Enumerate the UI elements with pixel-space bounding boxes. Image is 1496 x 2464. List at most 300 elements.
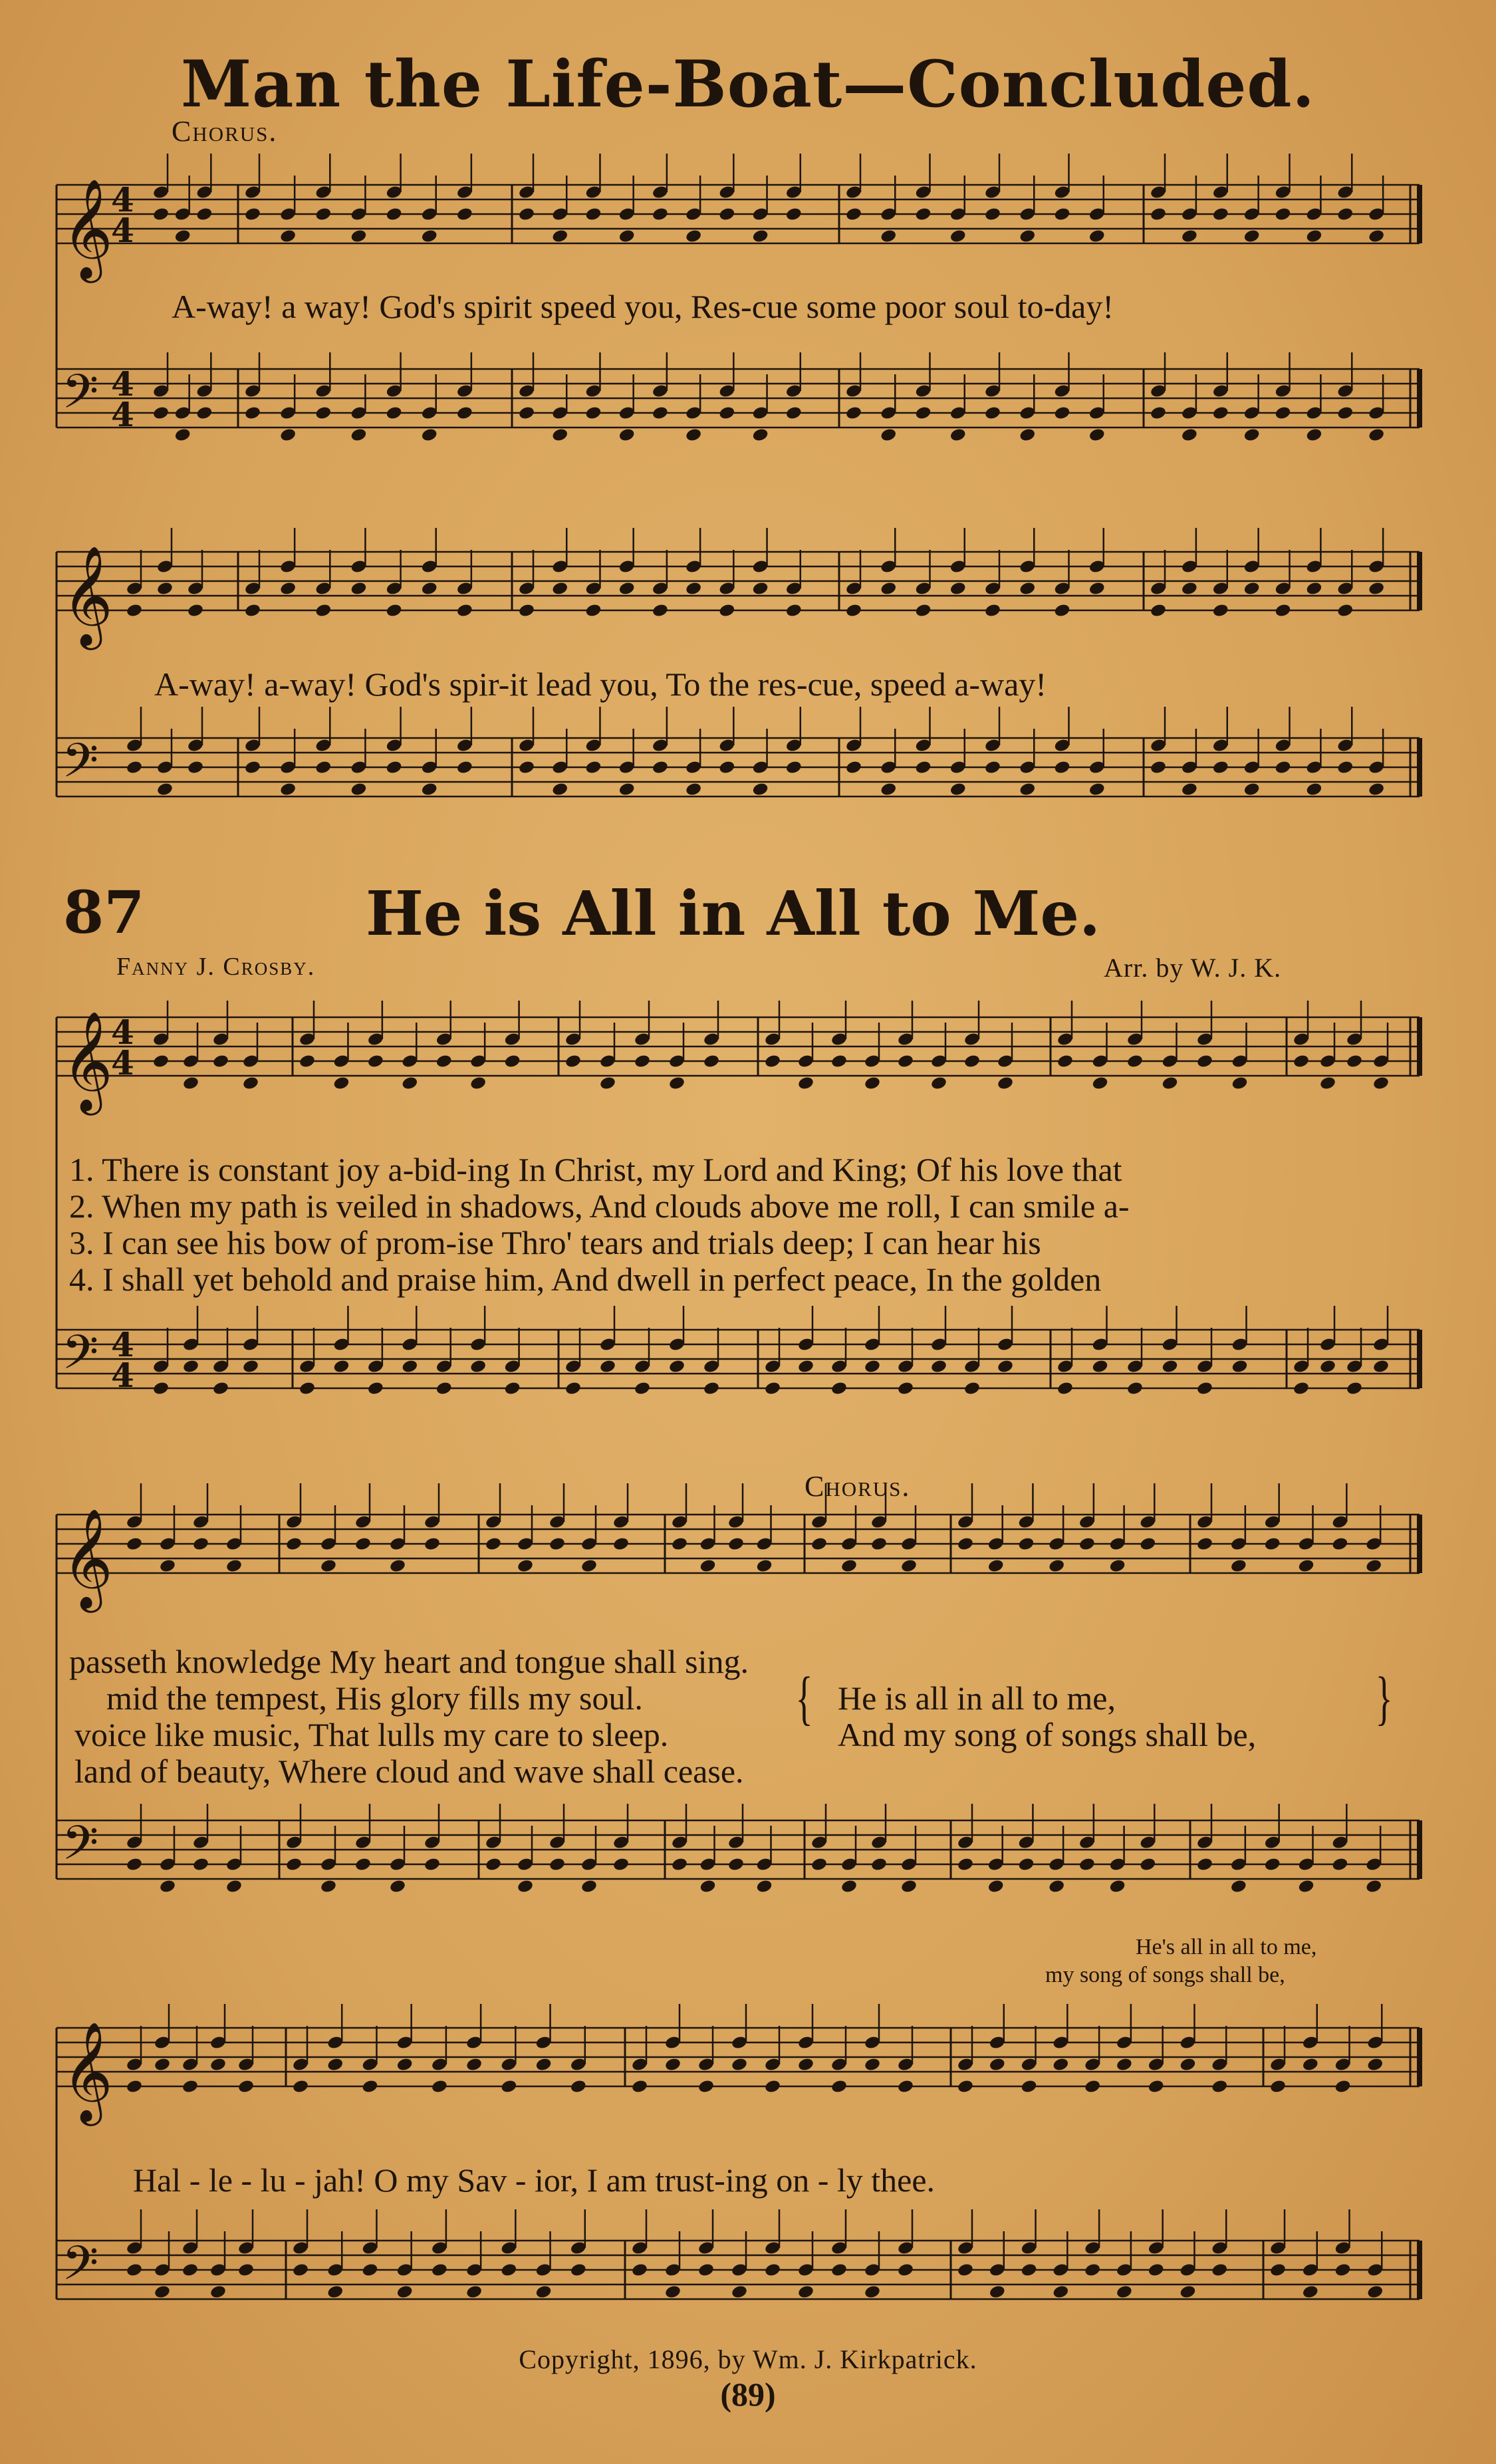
note-head [703,1054,720,1069]
note-head [599,1359,616,1374]
note-head [242,1359,259,1374]
note-head [830,2263,848,2278]
note-head [897,2263,914,2278]
note-head [1212,603,1229,618]
note-head [930,1359,947,1374]
lyric-line: A-way! a-way! God's spir-it lead you, To the res-cue, speed a-way! [154,666,1047,703]
note-head [279,428,297,443]
note-head [1243,229,1261,244]
note-head [664,2284,682,2300]
note-head [551,782,568,797]
note-head [671,1857,688,1872]
note-head [1052,2284,1069,2300]
note-head [997,1076,1014,1091]
note-head [930,1076,947,1091]
note-head [1305,428,1322,443]
verse-line: land of beauty, Where cloud and wave shall cease. [74,1753,744,1790]
note-head [845,207,862,222]
note-head [1264,1857,1281,1872]
note-head [225,1558,243,1574]
note-head [389,1558,406,1574]
time-signature: 4 [111,364,134,404]
note-head [314,207,332,222]
note-head [299,1054,316,1069]
note-head [209,2284,227,2300]
bass-clef-icon: 𝄢 [62,1816,99,1882]
note-head [1139,1857,1156,1872]
note-head [279,782,297,797]
note-head [987,1879,1005,1894]
note-head [584,207,602,222]
note-head [1181,782,1198,797]
note-head [1020,2079,1037,2094]
note-head [731,2057,748,2072]
note-head [152,207,170,222]
note-head [314,406,332,421]
note-head [518,603,535,618]
note-head [957,2263,974,2278]
note-head [1020,2263,1037,2278]
note-head [1091,1076,1108,1091]
chorus-text: He is all in all to me, [838,1679,1116,1717]
note-head [195,406,213,421]
note-head [668,1359,686,1374]
note-head [361,2079,378,2094]
note-head [984,207,1001,222]
note-head [1084,2079,1101,2094]
note-head [755,1558,773,1574]
treble-clef-icon: 𝄞 [62,1507,113,1608]
note-head [1019,428,1036,443]
note-head [1346,1381,1363,1396]
time-signature: 4 [111,1043,134,1082]
note-head [727,1857,745,1872]
alt-text: He's all in all to me, [1136,1935,1317,1959]
note-head [195,207,213,222]
note-head [580,1879,598,1894]
note-head [326,2057,344,2072]
note-head [914,603,932,618]
note-head [699,1879,716,1894]
note-head [900,1558,918,1574]
note-head [1372,1359,1390,1374]
note-head [870,1537,888,1552]
note-head [551,428,568,443]
note-head [618,428,636,443]
note-head [192,1857,209,1872]
note-head [671,1537,688,1552]
note-head [1150,760,1167,775]
note-head [1084,2263,1101,2278]
note-head [845,603,862,618]
note-head [1297,1879,1314,1894]
lyric-line: A-way! a way! God's spirit speed you, Res-cue some poor soul to-day! [172,288,1114,325]
note-head [152,406,170,421]
note-head [949,581,967,596]
note-head [354,1857,372,1872]
note-head [897,1054,914,1069]
note-head [864,1359,881,1374]
note-head [1017,1857,1035,1872]
note-head [1365,1558,1382,1574]
note-head [1230,1879,1247,1894]
note-head [1116,2057,1133,2072]
note-head [551,581,568,596]
note-head [350,428,367,443]
note-head [1196,1381,1213,1396]
note-head [182,1359,199,1374]
note-head [237,2263,255,2278]
note-head [1211,2079,1228,2094]
note-head [1161,1359,1178,1374]
note-head [1269,2263,1287,2278]
note-head [1305,581,1322,596]
note-head [1336,760,1354,775]
note-head [1243,581,1261,596]
note-head [570,2079,587,2094]
note-head [187,760,204,775]
note-head [518,406,535,421]
note-head [350,581,367,596]
note-head [963,1054,981,1069]
time-signature: 4 [111,211,134,250]
note-head [350,782,367,797]
note-head [485,1537,502,1552]
note-head [751,229,769,244]
note-head [1372,1076,1390,1091]
bass-clef-icon: 𝄢 [62,733,99,800]
note-head [830,1381,848,1396]
note-head [1052,2057,1069,2072]
note-head [1293,1054,1310,1069]
note-head [1269,2079,1287,2094]
note-head [1088,428,1106,443]
note-head [1150,406,1167,421]
note-head [697,2079,715,2094]
note-head [949,782,967,797]
note-head [212,1054,229,1069]
verse-line: voice like music, That lulls my care to sleep. [74,1716,669,1753]
time-signature: 4 [111,1356,134,1395]
note-head [424,1537,441,1552]
note-head [1126,1054,1144,1069]
note-head [718,603,735,618]
note-head [699,1558,716,1574]
note-head [421,229,438,244]
note-head [1319,1359,1336,1374]
note-head [367,1381,384,1396]
note-head [1053,406,1070,421]
note-head [785,207,803,222]
note-head [1365,1879,1382,1894]
note-head [864,2057,881,2072]
note-head [465,2057,483,2072]
note-head [1196,1054,1213,1069]
note-head [957,2079,974,2094]
note-head [1336,406,1354,421]
note-head [1091,1359,1108,1374]
note-head [549,1537,566,1552]
note-head [385,406,402,421]
note-head [957,1857,974,1872]
note-head [1088,782,1106,797]
note-head [389,1879,406,1894]
note-head [314,760,332,775]
time-signature: 4 [111,180,134,219]
note-head [1230,1558,1247,1574]
note-head [244,603,261,618]
note-head [244,207,261,222]
note-head [631,2263,648,2278]
note-head [367,1054,384,1069]
note-head [949,229,967,244]
note-head [718,207,735,222]
note-head [989,2057,1006,2072]
note-head [1179,2284,1196,2300]
note-head [244,406,261,421]
note-head [385,760,402,775]
note-head [314,603,332,618]
note-head [810,1537,828,1552]
note-head [549,1857,566,1872]
note-head [1334,2079,1351,2094]
note-head [797,2057,814,2072]
time-signature: 4 [111,395,134,434]
note-head [456,207,473,222]
note-head [845,760,862,775]
note-head [1048,1558,1065,1574]
note-head [1243,782,1261,797]
bass-clef-icon: 𝄢 [62,1325,99,1392]
note-head [174,229,191,244]
note-head [634,1381,651,1396]
verse-line: 1. There is constant joy a-bid-ing In Christ, my Lord and King; Of his love that [69,1151,1122,1188]
note-head [1212,207,1229,222]
note-head [652,760,669,775]
note-head [174,428,191,443]
note-head [612,1537,630,1552]
treble-clef-icon: 𝄞 [62,1010,113,1111]
note-head [1331,1537,1348,1552]
note-head [900,1879,918,1894]
alt-text: my song of songs shall be, [1045,1963,1285,1987]
note-head [401,1076,418,1091]
note-head [1212,760,1229,775]
note-head [957,1537,974,1552]
note-head [612,1857,630,1872]
note-head [279,581,297,596]
note-head [456,760,473,775]
note-head [764,2263,781,2278]
note-head [727,1537,745,1552]
note-head [503,1381,521,1396]
note-head [1305,229,1322,244]
note-head [785,406,803,421]
note-head [797,1359,814,1374]
note-head [1366,2057,1384,2072]
note-head [421,782,438,797]
note-head [584,603,602,618]
note-head [237,2079,255,2094]
note-head [718,760,735,775]
note-head [551,229,568,244]
note-head [797,1076,814,1091]
note-head [564,1054,582,1069]
note-head [731,2284,748,2300]
note-head [984,760,1001,775]
note-head [152,1054,170,1069]
note-head [987,1558,1005,1574]
note-head [159,1879,176,1894]
note-head [840,1558,858,1574]
note-head [703,1381,720,1396]
bass-clef-icon: 𝄢 [62,2236,99,2302]
note-head [897,2079,914,2094]
note-head [465,2284,483,2300]
note-head [1053,760,1070,775]
note-head [1057,1381,1074,1396]
note-head [880,782,897,797]
note-head [126,2079,143,2094]
note-head [126,1537,143,1552]
note-head [1302,2057,1319,2072]
note-head [396,2057,414,2072]
note-head [1150,603,1167,618]
note-head [436,1381,453,1396]
time-signature: 4 [111,1013,134,1052]
note-head [840,1879,858,1894]
note-head [535,2057,552,2072]
note-head [1126,1381,1144,1396]
note-head [1048,1879,1065,1894]
note-head [154,2284,171,2300]
note-head [1334,2263,1351,2278]
time-signature: 4 [111,1325,134,1364]
note-head [1331,1857,1348,1872]
note-head [1108,1879,1126,1894]
note-head [764,1381,781,1396]
note-head [1088,581,1106,596]
note-head [1148,2079,1165,2094]
note-head [500,2263,517,2278]
note-head [182,1076,199,1091]
note-head [685,428,702,443]
note-head [880,581,897,596]
lyric-line: Hal - le - lu - jah! O my Sav - ior, I am trust-ing on - ly thee. [133,2161,935,2199]
note-head [152,1381,170,1396]
note-head [631,2079,648,2094]
hymn-title: He is All in All to Me. [366,878,1101,949]
note-head [1243,428,1261,443]
note-head [1078,1857,1096,1872]
note-head [830,1054,848,1069]
note-head [126,760,143,775]
note-head [1181,428,1198,443]
note-head [1019,229,1036,244]
note-head [1264,1537,1281,1552]
note-head [1274,760,1291,775]
note-head [159,1558,176,1574]
note-head [949,428,967,443]
note-head [880,229,897,244]
note-head [1274,603,1291,618]
note-head [564,1381,582,1396]
note-head [485,1857,502,1872]
note-head [154,2057,171,2072]
note-head [187,603,204,618]
note-head [764,2079,781,2094]
note-head [751,581,769,596]
treble-clef-icon: 𝄞 [62,545,113,646]
note-head [755,1879,773,1894]
note-head [456,603,473,618]
note-head [584,760,602,775]
author: Fanny J. Crosby. [116,953,316,981]
treble-clef-icon: 𝄞 [62,2021,113,2122]
note-head [1231,1076,1248,1091]
note-head [326,2284,344,2300]
note-head [914,406,932,421]
note-head [182,2263,199,2278]
note-head [1211,2263,1228,2278]
note-head [126,1857,143,1872]
note-head [897,1381,914,1396]
note-head [1019,782,1036,797]
note-head [1108,1558,1126,1574]
right-brace: } [1375,1665,1393,1731]
note-head [517,1558,534,1574]
note-head [192,1537,209,1552]
note-head [1366,2284,1384,2300]
note-head [518,760,535,775]
note-head [299,1381,316,1396]
note-head [870,1857,888,1872]
note-head [685,229,702,244]
note-head [1212,406,1229,421]
note-head [431,2079,448,2094]
note-head [332,1359,350,1374]
page-title: Man the Life-Boat—Concluded. [181,47,1315,122]
note-head [1053,207,1070,222]
note-head [1336,207,1354,222]
note-head [1346,1054,1363,1069]
note-head [864,2284,881,2300]
note-head [500,2079,517,2094]
note-head [320,1558,337,1574]
note-head [1293,1381,1310,1396]
treble-clef-icon: 𝄞 [62,178,113,279]
note-head [1368,428,1385,443]
note-head [1368,581,1385,596]
note-head [1274,207,1291,222]
chorus-text: And my song of songs shall be, [838,1716,1257,1753]
note-head [1196,1857,1213,1872]
note-head [664,2057,682,2072]
note-head [618,782,636,797]
note-head [785,603,803,618]
note-head [634,1054,651,1069]
note-head [1057,1054,1074,1069]
note-head [517,1879,534,1894]
note-head [652,603,669,618]
note-head [963,1381,981,1396]
note-head [212,1381,229,1396]
note-head [401,1359,418,1374]
note-head [864,1076,881,1091]
copyright: Copyright, 1896, by Wm. J. Kirkpatrick. [519,2344,977,2374]
note-head [1181,581,1198,596]
note-head [685,782,702,797]
